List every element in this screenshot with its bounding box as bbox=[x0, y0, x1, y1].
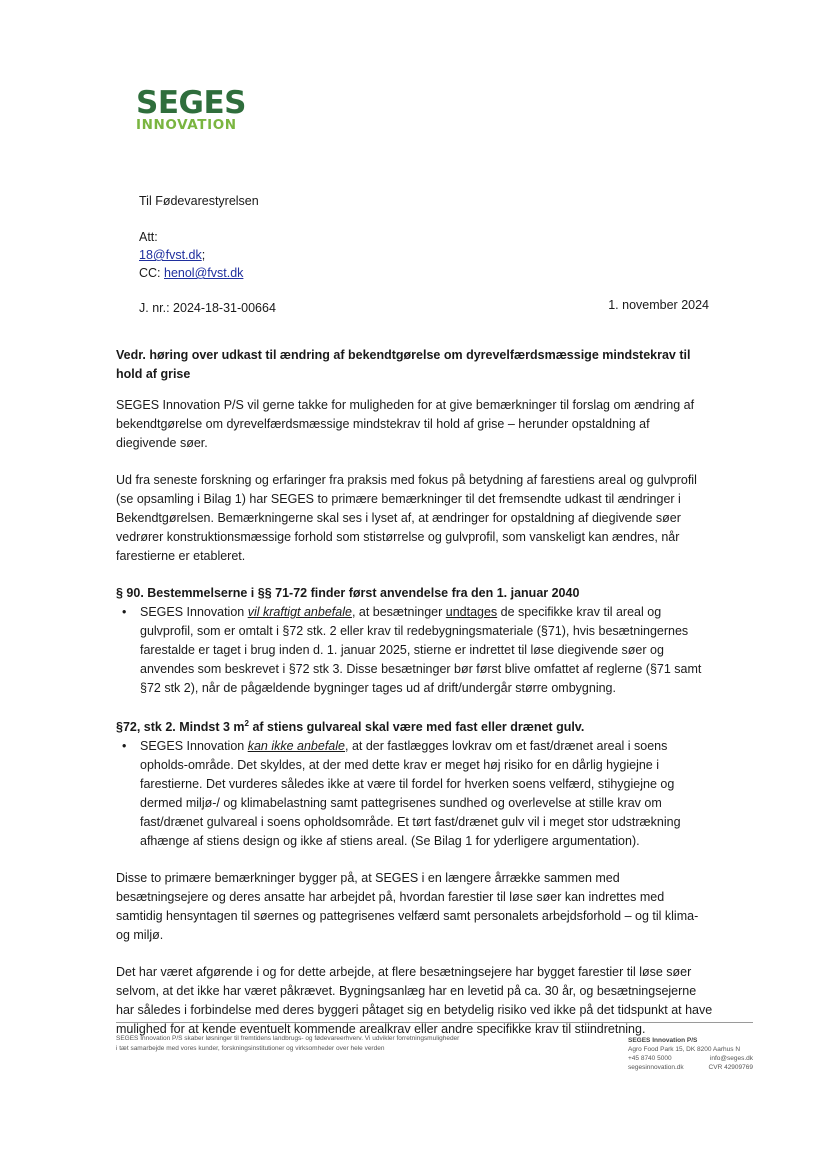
footer-tagline bbox=[116, 1034, 536, 1054]
intro-paragraph: SEGES Innovation P/S vil gerne takke for muligheden for at give bemærkninger til forslag om ændring af bekendtgørelse om dyrevelfærdsmæssige mindstekrav til hold af grise – herunder opstaldning af diegivende søer. bbox=[116, 398, 695, 450]
section-72-text-1: SEGES Innovation bbox=[140, 739, 248, 754]
section-90-text-1: SEGES Innovation bbox=[140, 605, 248, 619]
cc-line bbox=[139, 265, 243, 282]
recipient-line: Til Fødevarestyrelsen bbox=[139, 194, 259, 208]
att-email-suffix: ; bbox=[201, 248, 206, 262]
summary-paragraph: Disse to primære bemærkninger bygger på, at SEGES i en længere årrække sammen med besætningsejere og deres ansatte har arbejdet på, hvordan farestier til løse søer kan indrettes med samtidig hensyntagen til søernes og pattegrisenes velfærd samt personalets arbejdsforhold – og til klima- og miljø. bbox=[116, 871, 699, 943]
section-90 bbox=[116, 584, 713, 698]
section-72-heading-sup: 2 bbox=[244, 719, 249, 728]
section-72 bbox=[116, 714, 713, 851]
footer-contact bbox=[628, 1036, 753, 1072]
section-90-text-3: de specifikke krav til areal og gulvprofil, som er omtalt i §72 stk. 2 eller krav til redebygningsmateriale (§71), hvis besætningernes farestalde er taget i brug inden d. 1. januar 2025, stierne er indrettet til løse diegivende søer og anvendes som beskrevet i §72 stk 3. Disse besætninger bør først blive omfattet af reglerne (§71 samt §72 stk 2), når de pågældende bygninger tages ud af drift/undergår større ombygning. bbox=[140, 605, 702, 695]
footer-row-phone bbox=[628, 1054, 753, 1063]
closing-paragraph: Det har været afgørende i og for dette arbejde, at flere besætningsejere har bygget farestier til løse søer selvom, at det ikke har været påkrævet. Bygningsanlæg har en levetid på ca. 30 år, og besætningsejerne har således i forbindelse med deres byggeri påtaget sig en betydelig risiko ved ikke på det tidspunkt at have mulighed for at kende eventuelt kommende arealkrav eller andre specifikke krav til stiindretning. bbox=[116, 965, 713, 1037]
footer-web[interactable]: segesinnovation.dk bbox=[628, 1064, 684, 1071]
footer-company: SEGES Innovation P/S bbox=[628, 1037, 698, 1044]
bullet-marker: • bbox=[122, 739, 127, 754]
context-paragraph: Ud fra seneste forskning og erfaringer fra praksis med fokus på betydning af farestiens areal og gulvprofil (se opsamling i Bilag 1) har SEGES to primære bemærkninger til det fremsendte udkast til ændringer i Bekendtgørelsen. Bemærkningerne skal ses i lyset af, at ændringer for opstaldning af diegivende søer vedrører konstruktionsmæssige forhold som stistørrelse og gulvprofil, som vanskeligt kan ændres, når farestierne er etableret. bbox=[116, 473, 697, 563]
page-footer bbox=[116, 1022, 753, 1071]
footer-cvr: CVR 42909769 bbox=[708, 1064, 753, 1071]
att-label: Att: bbox=[139, 230, 158, 244]
letter-body bbox=[116, 346, 713, 1057]
footer-row-web bbox=[628, 1063, 753, 1072]
footer-email[interactable]: info@seges.dk bbox=[709, 1055, 753, 1062]
bullet-marker: • bbox=[122, 605, 127, 619]
logo-wordmark: SEGES bbox=[136, 85, 246, 121]
section-72-emphasis-1: kan ikke anbefale bbox=[247, 739, 345, 754]
seges-logo bbox=[136, 85, 246, 133]
section-90-emphasis-2: undtages bbox=[445, 605, 498, 619]
att-email-link[interactable]: 18@fvst.dk bbox=[139, 248, 202, 262]
section-72-text-2: , at der fastlægges lovkrav om et fast/drænet areal i soens opholds-område. Det skyldes, at der med dette krav er meget høj risiko for en dårlig hygiejne i farestierne. Det vurderes således ikke at være til fordel for hverken soens velfærd, stihygiejne og dermed miljø-/ og klimabelastning samt pattegrisenes sundhed og overlevelse at stille krav om fast/drænet gulvareal i soens opholdsområde. Et tørt fast/drænet gulv vil i meget stor udstrækning afhænge af stiens design og ikke af stiens areal. (Se Bilag 1 for yderligere argumentation). bbox=[140, 739, 681, 849]
letter-date: 1. november 2024 bbox=[608, 298, 709, 312]
att-email-line bbox=[139, 247, 205, 264]
section-72-heading-a: §72, stk 2. Mindst 3 m bbox=[116, 720, 245, 735]
section-90-heading: § 90. Bestemmelserne i §§ 71-72 finder først anvendelse fra den 1. januar 2040 bbox=[116, 586, 580, 600]
logo-subtitle: INNOVATION bbox=[136, 117, 237, 133]
journal-number: J. nr.: 2024-18-31-00664 bbox=[139, 301, 276, 315]
footer-address: Agro Food Park 15, DK 8200 Aarhus N bbox=[628, 1046, 741, 1053]
cc-label: CC: bbox=[139, 266, 164, 280]
section-90-bullet bbox=[116, 603, 713, 698]
section-72-heading bbox=[116, 714, 713, 737]
section-90-text-2: , at besætninger bbox=[351, 605, 446, 619]
footer-tagline-line-2: i tæt samarbejde med vores kunder, forskningsinstitutioner og virksomheder over hele verden bbox=[116, 1045, 385, 1052]
section-72-bullet bbox=[116, 737, 713, 851]
footer-divider bbox=[116, 1022, 753, 1023]
footer-tagline-line-1: SEGES Innovation P/S skaber løsninger til fremtidens landbrugs- og fødevareerhverv. Vi udvikler forretningsmuligheder bbox=[116, 1035, 460, 1042]
footer-phone: +45 8740 5000 bbox=[628, 1055, 672, 1062]
subject-heading: Vedr. høring over udkast til ændring af bekendtgørelse om dyrevelfærdsmæssige mindstekrav til hold af grise bbox=[116, 348, 691, 381]
section-72-heading-b: af stiens gulvareal skal være med fast eller drænet gulv. bbox=[248, 720, 585, 735]
cc-email-link[interactable]: henol@fvst.dk bbox=[164, 266, 244, 280]
section-90-emphasis-1: vil kraftigt anbefale bbox=[247, 605, 352, 619]
